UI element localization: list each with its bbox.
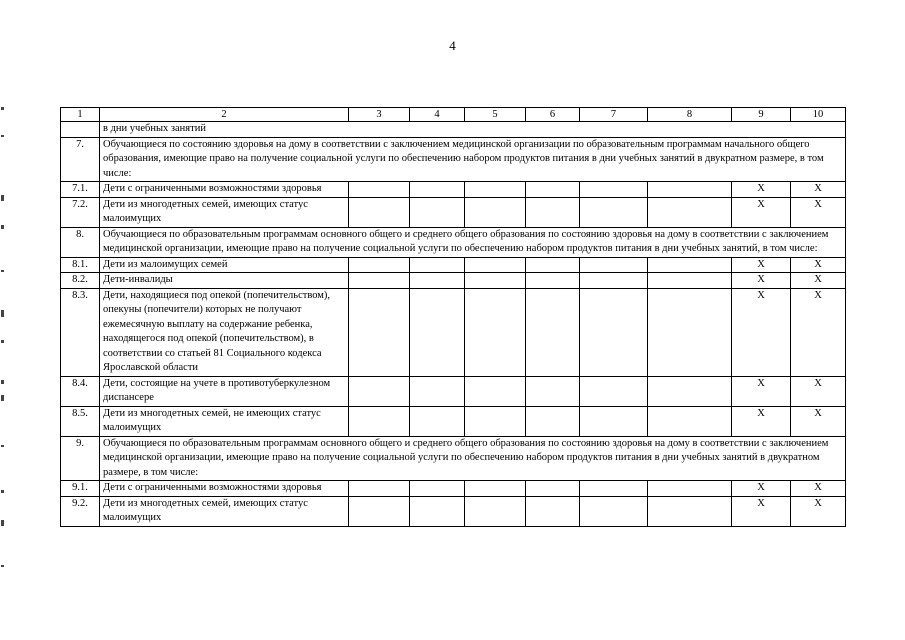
- empty-cell: [648, 406, 732, 436]
- empty-cell: [526, 376, 580, 406]
- empty-cell: [526, 182, 580, 198]
- row-text: Дети, состоящие на учете в противотуберкулезном диспансере: [100, 376, 349, 406]
- empty-cell: [410, 182, 465, 198]
- empty-cell: [465, 406, 526, 436]
- empty-cell: [580, 257, 648, 273]
- mark-col-10: X: [791, 197, 846, 227]
- empty-cell: [465, 257, 526, 273]
- row-number: 8.3.: [61, 288, 100, 376]
- table-row: [61, 273, 846, 289]
- empty-cell: [465, 288, 526, 376]
- empty-cell: [526, 406, 580, 436]
- header-cell: 6: [526, 108, 580, 122]
- mark-col-9: X: [732, 257, 791, 273]
- header-cell: 1: [61, 108, 100, 122]
- section-text: Обучающиеся по образовательным программам основного общего и среднего общего образования по состоянию здоровья на дому в соответствии с заключением медицинской организации, имеющие право на получение социальной услуги по обеспечению набором продуктов питания в дни учебных занятий, в том числе:: [100, 227, 846, 257]
- mark-col-10: X: [791, 376, 846, 406]
- empty-cell: [648, 197, 732, 227]
- table-row: [61, 376, 846, 406]
- row-number: 8.5.: [61, 406, 100, 436]
- row-number: 9.2.: [61, 496, 100, 526]
- row-number: 8.4.: [61, 376, 100, 406]
- mark-col-9: X: [732, 481, 791, 497]
- table-row: [61, 496, 846, 526]
- section-row: [61, 227, 846, 257]
- empty-cell: [465, 376, 526, 406]
- section-row: [61, 436, 846, 481]
- mark-col-9: X: [732, 288, 791, 376]
- header-cell: 9: [732, 108, 791, 122]
- empty-cell: [349, 376, 410, 406]
- empty-cell: [648, 182, 732, 198]
- empty-cell: [648, 273, 732, 289]
- empty-cell: [465, 182, 526, 198]
- row-text: Дети-инвалиды: [100, 273, 349, 289]
- table-row: [61, 257, 846, 273]
- empty-cell: [410, 496, 465, 526]
- row-number: 9.1.: [61, 481, 100, 497]
- empty-cell: [526, 481, 580, 497]
- empty-cell: [410, 197, 465, 227]
- empty-cell: [349, 288, 410, 376]
- table-row: [61, 481, 846, 497]
- header-cell: 5: [465, 108, 526, 122]
- empty-cell: [349, 496, 410, 526]
- row-number: 8.1.: [61, 257, 100, 273]
- empty-cell: [526, 197, 580, 227]
- row-number: 7.2.: [61, 197, 100, 227]
- page-number: 4: [449, 38, 456, 53]
- empty-cell: [648, 288, 732, 376]
- section-text: Обучающиеся по состоянию здоровья на дому в соответствии с заключением медицинской организации по образовательным программам начального общего образования, имеющие право на получение социальной услуги по обеспечению набором продуктов питания в дни учебных занятий в двукратном размере, в том числе:: [100, 137, 846, 182]
- mark-col-9: X: [732, 273, 791, 289]
- table-row: [61, 288, 846, 376]
- row-number: 8.2.: [61, 273, 100, 289]
- mark-col-10: X: [791, 273, 846, 289]
- empty-cell: [580, 197, 648, 227]
- empty-cell: [648, 481, 732, 497]
- empty-cell: [465, 481, 526, 497]
- mark-col-9: X: [732, 197, 791, 227]
- row-text: Дети из многодетных семей, имеющих статус малоимущих: [100, 197, 349, 227]
- empty-cell: [410, 273, 465, 289]
- mark-col-9: X: [732, 376, 791, 406]
- row-number: 8.: [61, 227, 100, 257]
- empty-cell: [410, 481, 465, 497]
- benefits-table: [60, 107, 846, 527]
- row-text: Дети из малоимущих семей: [100, 257, 349, 273]
- empty-cell: [648, 496, 732, 526]
- section-row: [61, 137, 846, 182]
- mark-col-10: X: [791, 288, 846, 376]
- empty-cell: [648, 257, 732, 273]
- empty-cell: [410, 376, 465, 406]
- section-text: Обучающиеся по образовательным программам основного общего и среднего общего образования по состоянию здоровья на дому в соответствии с заключением медицинской организации, имеющие право на получение социальной услуги по обеспечению набором продуктов питания в дни учебных занятий в двукратном размере, в том числе:: [100, 436, 846, 481]
- row-text: Дети из многодетных семей, не имеющих статус малоимущих: [100, 406, 349, 436]
- empty-cell: [526, 496, 580, 526]
- empty-cell: [349, 481, 410, 497]
- empty-cell: [465, 197, 526, 227]
- empty-cell: [526, 273, 580, 289]
- continuation-row: [61, 122, 846, 138]
- header-cell: 2: [100, 108, 349, 122]
- mark-col-9: X: [732, 406, 791, 436]
- empty-cell: [580, 273, 648, 289]
- row-number: 7.: [61, 137, 100, 182]
- row-text: Дети с ограниченными возможностями здоровья: [100, 481, 349, 497]
- empty-cell: [465, 496, 526, 526]
- empty-cell: [648, 376, 732, 406]
- table-row: [61, 406, 846, 436]
- continuation-text: в дни учебных занятий: [100, 122, 846, 138]
- row-text: Дети с ограниченными возможностями здоровья: [100, 182, 349, 198]
- empty-cell: [410, 257, 465, 273]
- empty-cell: [349, 182, 410, 198]
- header-cell: 10: [791, 108, 846, 122]
- empty-cell: [465, 273, 526, 289]
- empty-cell: [580, 376, 648, 406]
- mark-col-10: X: [791, 496, 846, 526]
- header-cell: 4: [410, 108, 465, 122]
- mark-col-10: X: [791, 481, 846, 497]
- empty-cell: [580, 406, 648, 436]
- empty-cell: [349, 257, 410, 273]
- margin-marks: [0, 95, 14, 595]
- row-number: [61, 122, 100, 138]
- empty-cell: [526, 288, 580, 376]
- empty-cell: [580, 481, 648, 497]
- row-number: 7.1.: [61, 182, 100, 198]
- header-cell: 7: [580, 108, 648, 122]
- header-cell: 3: [349, 108, 410, 122]
- mark-col-10: X: [791, 257, 846, 273]
- row-text: Дети, находящиеся под опекой (попечительством), опекуны (попечители) которых не получают ежемесячную выплату на содержание ребенка, находящегося под опекой (попечительством), в соответствии со статьей 81 Социального кодекса Ярославской области: [100, 288, 349, 376]
- empty-cell: [349, 273, 410, 289]
- empty-cell: [526, 257, 580, 273]
- header-row: [61, 108, 846, 122]
- empty-cell: [580, 496, 648, 526]
- row-number: 9.: [61, 436, 100, 481]
- empty-cell: [349, 197, 410, 227]
- mark-col-9: X: [732, 182, 791, 198]
- row-text: Дети из многодетных семей, имеющих статус малоимущих: [100, 496, 349, 526]
- table-row: [61, 182, 846, 198]
- empty-cell: [410, 288, 465, 376]
- table-row: [61, 197, 846, 227]
- empty-cell: [349, 406, 410, 436]
- mark-col-10: X: [791, 406, 846, 436]
- mark-col-10: X: [791, 182, 846, 198]
- mark-col-9: X: [732, 496, 791, 526]
- header-cell: 8: [648, 108, 732, 122]
- empty-cell: [410, 406, 465, 436]
- empty-cell: [580, 182, 648, 198]
- empty-cell: [580, 288, 648, 376]
